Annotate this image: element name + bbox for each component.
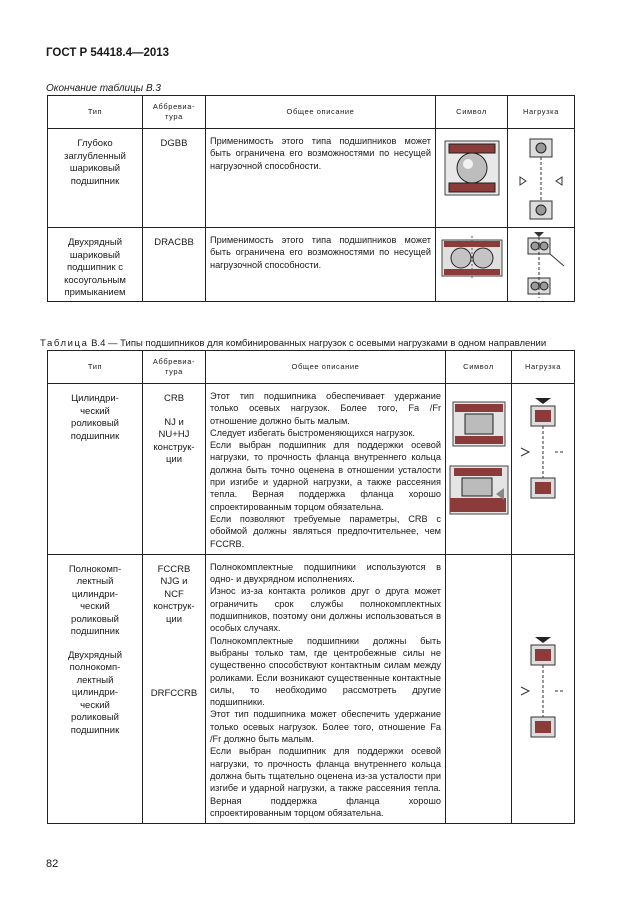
cylindrical-roller-bearing-nj-symbol: [448, 464, 510, 516]
cylindrical-roller-bearing-symbol: [449, 398, 509, 448]
table-b3-end: [47, 95, 575, 302]
row-desc: [206, 384, 446, 555]
row-abbr: DRACBB: [143, 228, 206, 302]
row-abbr: [143, 384, 206, 555]
load-cell: [508, 228, 575, 302]
load-diagram-icon: [516, 137, 566, 221]
load-cell: [512, 384, 575, 555]
abbr-crb: CRB: [163, 393, 185, 404]
row-type: [48, 554, 143, 823]
abbr-drfccrb: DRFCCRB: [150, 688, 198, 700]
col-header-load: Нагрузка: [508, 96, 575, 129]
symbol-cell: [436, 228, 508, 302]
col-header-type: Тип: [48, 96, 143, 129]
table2-caption-prefix: Таблица: [40, 338, 89, 349]
col-header-abbr: Аббревиа- тура: [143, 351, 206, 384]
row-desc: Применимость этого типа подшипников может быть ограничена его возможностями по несущей нагрузочной способности.: [206, 129, 436, 228]
desc-paragraph: Если позволяют требуемые параметры, CRB с обоймой должны являться предпочтительнее, чем FCCRB.: [210, 513, 441, 549]
symbol-cell: [446, 554, 512, 823]
row-desc: [206, 554, 446, 823]
table-b4: [47, 350, 575, 824]
symbol-cell: [446, 384, 512, 555]
load-diagram-icon: [519, 637, 567, 745]
col-header-desc: Общее описание: [206, 96, 436, 129]
load-diagram-icon: [519, 398, 567, 506]
page-number: 82: [46, 858, 59, 870]
col-header-symbol: Символ: [446, 351, 512, 384]
col-header-symbol: Символ: [436, 96, 508, 129]
row-desc: Применимость этого типа подшипников может быть ограничена его возможностями по несущей нагрузочной способности.: [206, 228, 436, 302]
type-single-row: Полнокомп- лектный цилиндри- ческий роликовый подшипник: [68, 563, 122, 638]
desc-paragraph: Этот тип подшипника обеспечивает удержание только осевых нагрузок. Более того, Fa /Fr отношение должно быть малым.: [210, 391, 441, 426]
table1-caption: Окончание таблицы В.3: [46, 83, 161, 94]
row-type: Двухрядный шариковый подшипник с косоугольным примыканием: [48, 228, 143, 302]
desc-paragraph: Этот тип подшипника может обеспечить удержание только осевых нагрузок. Более того, отношение Fa /Fr должно быть малым.: [210, 709, 441, 745]
document-header: ГОСТ Р 54418.4—2013: [46, 47, 170, 59]
row-abbr: [143, 554, 206, 823]
load-diagram-icon: [514, 232, 568, 298]
col-header-load: Нагрузка: [512, 351, 575, 384]
row-abbr: DGBB: [143, 129, 206, 228]
deep-groove-ball-bearing-symbol: [443, 139, 501, 197]
desc-paragraph: Следует избегать быстроменяющихся нагрузок.: [210, 427, 415, 438]
symbol-cell: [436, 129, 508, 228]
table-row: [48, 384, 575, 555]
table-row: [48, 228, 575, 302]
col-header-abbr: Аббревиа- тура: [143, 96, 206, 129]
type-double-row: Двухрядный полнокомп- лектный цилиндри- ческий роликовый подшипник: [67, 649, 123, 736]
desc-paragraph: Износ из-за контакта роликов друг о друга может ограничить срок службы полнокомплектных подшипников, поэтому они должны использоваться в особых случаях.: [210, 586, 441, 634]
table-row: [48, 129, 575, 228]
col-header-type: Тип: [48, 351, 143, 384]
row-type: Цилиндри- ческий роликовый подшипник: [48, 384, 143, 555]
row-type: Глубоко заглубленный шариковый подшипник: [48, 129, 143, 228]
load-cell: [508, 129, 575, 228]
double-row-ball-bearing-symbol: [440, 236, 504, 280]
table-row: [48, 554, 575, 823]
desc-paragraph: Полнокомплектные подшипники используются в одно- и двухрядном исполнениях.: [210, 561, 441, 585]
desc-paragraph: Полнокомплектные подшипники должны быть выбраны только там, где центробежные силы не существенно способствуют контактным силам между роликами. Если возникают существенные контактные силы, то необходимо рассмотреть другие подшипники.: [210, 635, 441, 708]
abbr-variants: NJ и NU+HJ конструк- ции: [153, 416, 195, 465]
desc-paragraph: Если выбран подшипник для поддержки осевой нагрузки, то прочность фланца внутреннего кольца должна быть точно оценена в отношении усталости при изгибе и ударной нагрузки, а также рассеяния тепла. Верная поддержка фланца хорошо спроектированным торцом обязательна.: [210, 440, 441, 512]
col-header-desc: Общее описание: [206, 351, 446, 384]
desc-paragraph: Если выбран подшипник для поддержки осевой нагрузки, то прочность фланца внутреннего кольца должна быть тщательно оценена из-за усталости при изгибе и ударной нагрузки, а также рассеяния тепла. Верная поддержка фланца хорошо спроектированным торцом обязательна.: [210, 746, 441, 818]
abbr-fccrb: FCCRB NJG и NCF конструк- ции: [153, 563, 195, 625]
table2-caption-text: В.4 — Типы подшипников для комбинированных нагрузок с осевыми нагрузками в одном направлении: [88, 338, 547, 349]
table2-caption: [40, 338, 546, 349]
load-cell: [512, 554, 575, 823]
